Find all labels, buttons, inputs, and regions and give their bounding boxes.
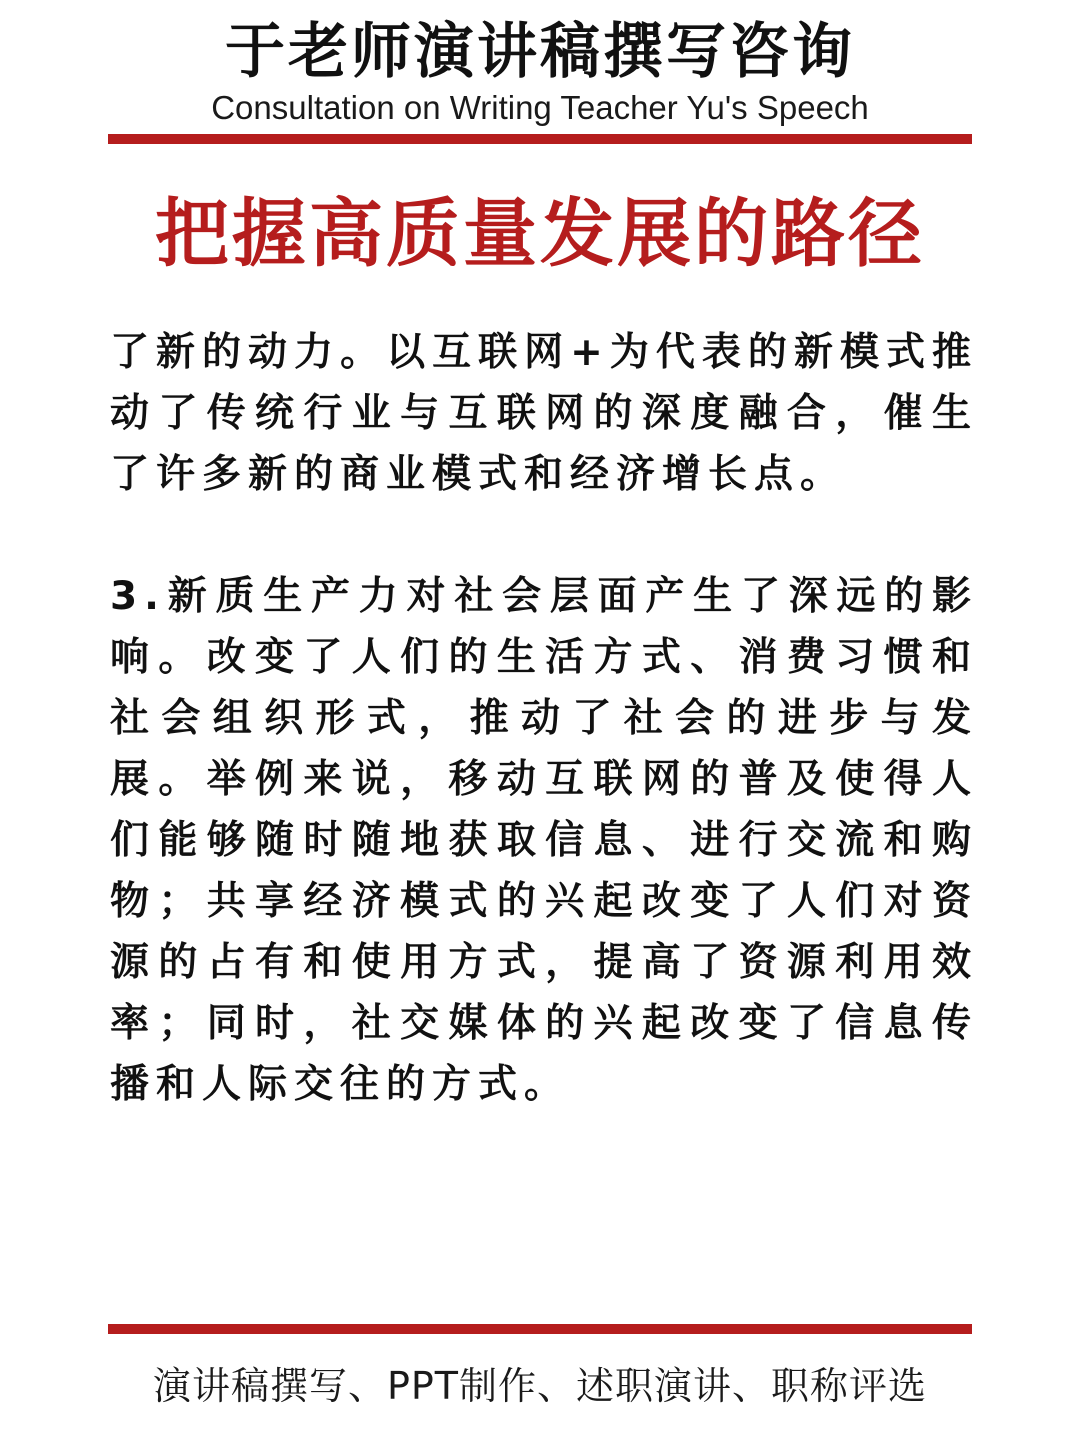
footer-services: 演讲稿撰写、PPT制作、述职演讲、职称评选 [152,1364,928,1408]
top-divider [108,134,972,144]
brand-subtitle: Consultation on Writing Teacher Yu's Speech [211,89,869,126]
bottom-divider [108,1324,972,1334]
paragraph: 3.新质生产力对社会层面产生了深远的影响。改变了人们的生活方式、消费习惯和社会组织形式，推动了社会的进步与发展。举例来说，移动互联网的普及使得人们能够随时随地获取信息、进行交流和购物；共享经济模式的兴起改变了人们对资源的占有和使用方式，提高了资源利用效率；同时，社交媒体的兴起改变了信息传播和人际交往的方式。 [110,574,978,1107]
headline: 把握高质量发展的路径 [155,191,925,277]
paragraph: 了新的动力。以互联网+为代表的新模式推动了传统行业与互联网的深度融合，催生了许多新的商业模式和经济增长点。 [110,330,978,497]
article-body [110,322,978,1115]
brand-title: 于老师演讲稿撰写咨询 [225,17,855,87]
